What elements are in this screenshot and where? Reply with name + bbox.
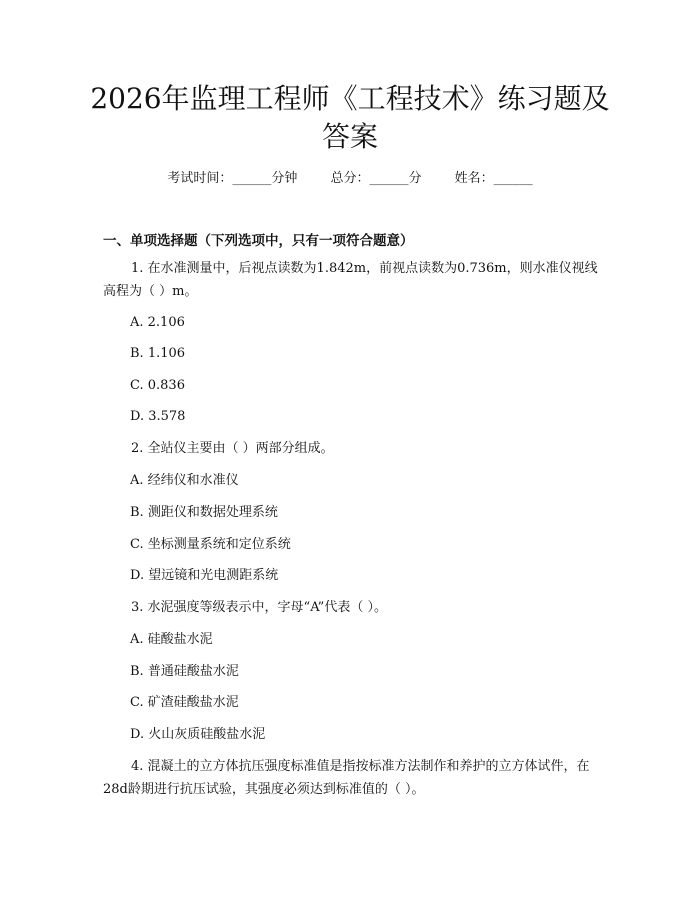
- exam-score-blank: ______: [369, 171, 409, 186]
- exam-score-label: 总分：: [330, 171, 370, 186]
- option-2c: C. 坐标测量系统和定位系统: [130, 537, 291, 552]
- option-1b: B. 1.106: [130, 346, 186, 361]
- question-number: 4.: [131, 759, 144, 774]
- exam-time-label: 考试时间：: [167, 171, 233, 186]
- question-text: 全站仪主要由（ ）两部分组成。: [147, 441, 334, 456]
- option-3b: B. 普通硅酸盐水泥: [130, 664, 239, 679]
- question-2: [103, 437, 599, 460]
- question-4: [103, 755, 599, 801]
- exam-name-blank: ______: [493, 171, 533, 186]
- option-1d: D. 3.578: [130, 409, 186, 424]
- option-2a: A. 经纬仪和水准仪: [130, 473, 239, 488]
- section-heading: 一、单项选择题（下列选项中，只有一项符合题意）: [103, 233, 414, 249]
- exam-name-label: 姓名：: [454, 171, 494, 186]
- option-1a: A. 2.106: [130, 315, 185, 330]
- option-3d: D. 火山灰质硅酸盐水泥: [130, 727, 266, 742]
- question-1: [103, 257, 599, 303]
- exam-time-blank: ______: [232, 171, 272, 186]
- question-text: 混凝土的立方体抗压强度标准值是指按标准方法制作和养护的立方体试件，在28d龄期进行抗压试验，其强度必须达到标准值的（ ）。: [103, 759, 590, 797]
- question-number: 2.: [131, 441, 144, 456]
- document-title: 2026年监理工程师《工程技术》练习题及答案: [90, 82, 610, 153]
- option-2b: B. 测距仪和数据处理系统: [130, 505, 278, 520]
- option-3a: A. 硅酸盐水泥: [130, 632, 213, 647]
- question-text: 在水准测量中，后视点读数为1.842m，前视点读数为0.736m，则水准仪视线高程为（ ）m。: [103, 261, 598, 299]
- exam-time-unit: 分钟: [271, 171, 298, 186]
- question-number: 3.: [131, 600, 144, 615]
- question-text: 水泥强度等级表示中，字母“A”代表（ ）。: [147, 600, 387, 615]
- question-3: [103, 596, 599, 619]
- option-2d: D. 望远镜和光电测距系统: [130, 568, 279, 583]
- question-number: 1.: [131, 261, 144, 276]
- exam-info: [0, 170, 700, 188]
- exam-score-unit: 分: [408, 171, 422, 186]
- option-3c: C. 矿渣硅酸盐水泥: [130, 695, 239, 710]
- option-1c: C. 0.836: [130, 378, 185, 393]
